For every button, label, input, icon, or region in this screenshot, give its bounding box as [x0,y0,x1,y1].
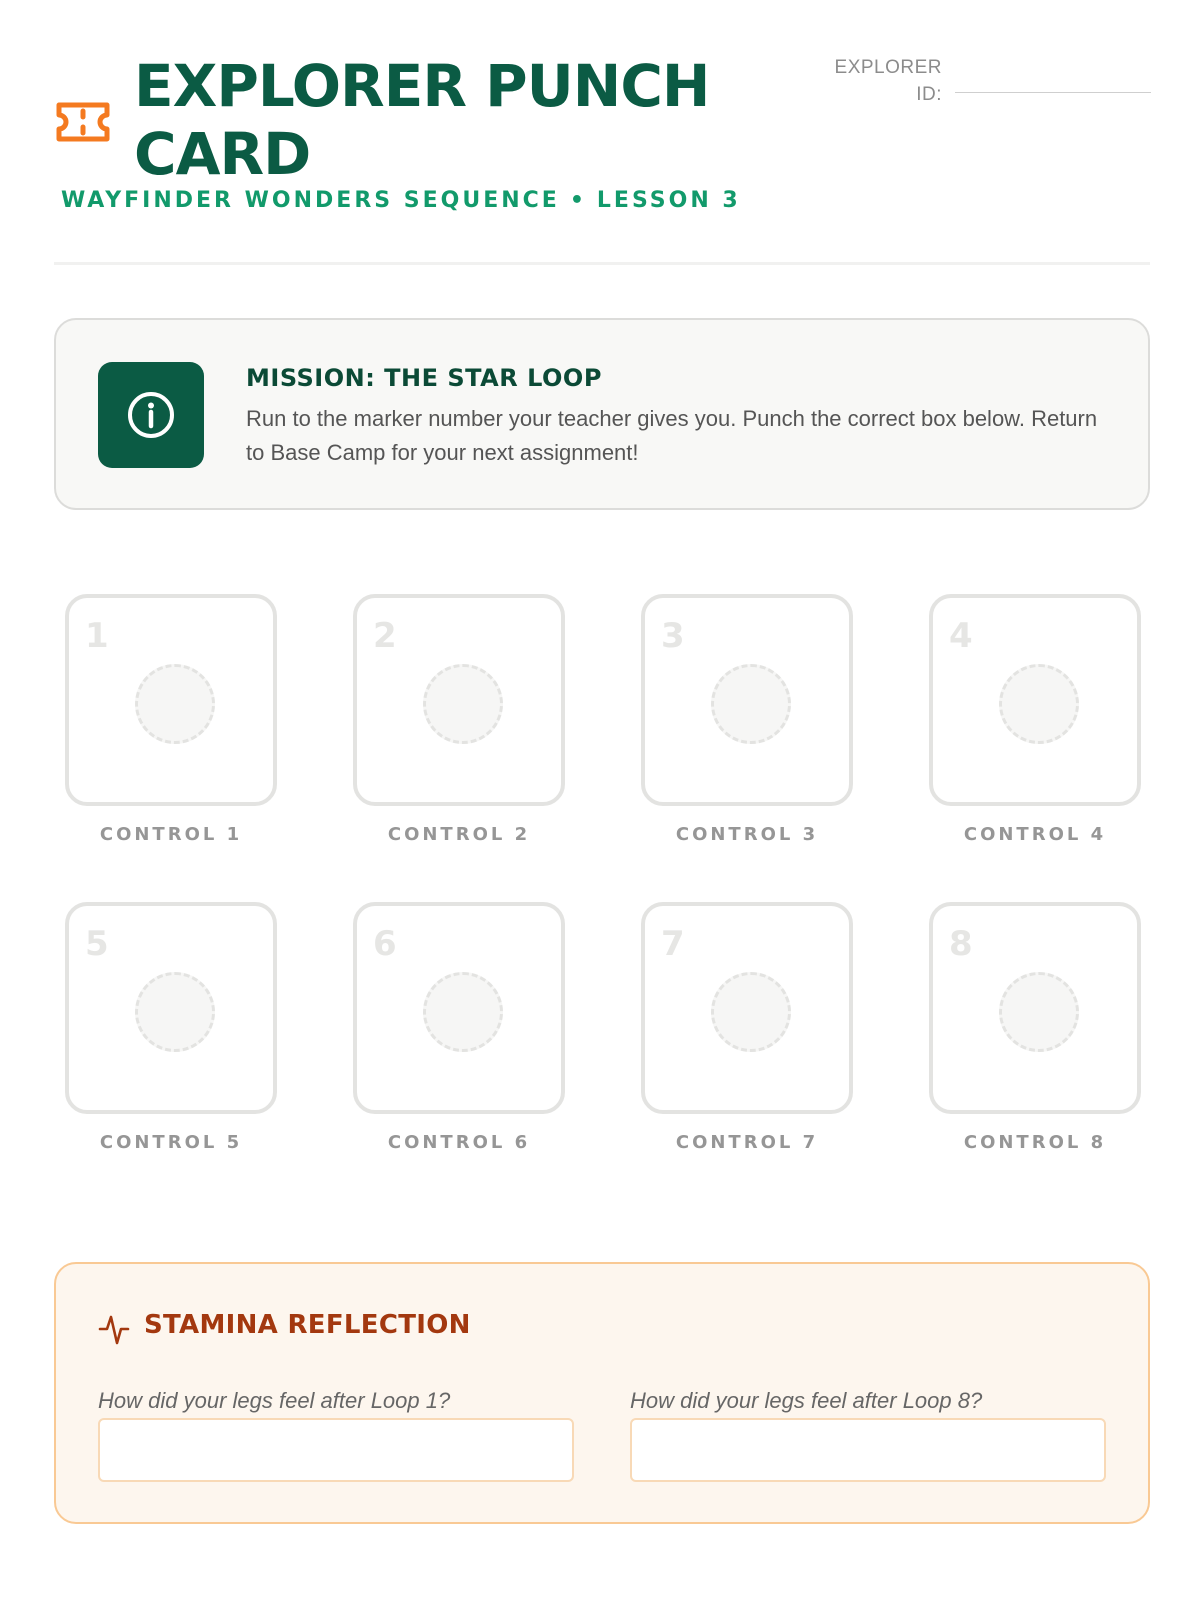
punch-number: 7 [661,924,685,964]
control-label: CONTROL 5 [99,1132,243,1153]
punch-target-circle[interactable] [999,972,1079,1052]
reflection-title: STAMINA REFLECTION [144,1310,471,1340]
punch-box[interactable] [929,594,1141,806]
punch-target-circle[interactable] [711,972,791,1052]
mission-box [54,318,1150,510]
subtitle-series: WAYFINDER WONDERS SEQUENCE [61,188,560,213]
page-title: EXPLORER PUNCH CARD [134,52,710,188]
control-label: CONTROL 4 [963,824,1107,845]
punch-target-circle[interactable] [135,972,215,1052]
control-2[interactable] [353,594,565,845]
punch-number: 6 [373,924,397,964]
control-label: CONTROL 3 [675,824,819,845]
punch-number: 2 [373,616,397,656]
explorer-id-line[interactable] [955,92,1151,93]
punch-box[interactable] [353,902,565,1114]
punch-target-circle[interactable] [999,664,1079,744]
punch-number: 1 [85,616,109,656]
punch-box[interactable] [65,594,277,806]
punch-target-circle[interactable] [423,664,503,744]
punch-box[interactable] [641,902,853,1114]
info-badge [98,362,204,468]
info-icon [126,390,176,440]
control-5[interactable] [65,902,277,1153]
punch-number: 4 [949,616,973,656]
subtitle [61,188,741,213]
question-1-label: How did your legs feel after Loop 1? [98,1388,451,1413]
control-label: CONTROL 6 [387,1132,531,1153]
subtitle-lesson: LESSON 3 [596,188,741,213]
control-4[interactable] [929,594,1141,845]
punch-box[interactable] [353,594,565,806]
control-6[interactable] [353,902,565,1153]
control-label: CONTROL 2 [387,824,531,845]
control-8[interactable] [929,902,1141,1153]
ticket-icon [54,100,112,144]
mission-body: Run to the marker number your teacher gives you. Punch the correct box below. Return to Base Camp for your next assignment! [246,406,1098,465]
control-label: CONTROL 1 [99,824,243,845]
mission-title: MISSION: THE STAR LOOP [246,364,602,392]
punch-number: 8 [949,924,973,964]
header-divider [54,262,1150,265]
pulse-icon [98,1311,130,1347]
punch-box[interactable] [641,594,853,806]
punch-target-circle[interactable] [423,972,503,1052]
punch-target-circle[interactable] [135,664,215,744]
control-3[interactable] [641,594,853,845]
punch-number: 5 [85,924,109,964]
control-1[interactable] [65,594,277,845]
punch-box[interactable] [929,902,1141,1114]
punch-number: 3 [661,616,685,656]
answer-2-input[interactable] [630,1418,1106,1482]
control-label: CONTROL 8 [963,1132,1107,1153]
control-label: CONTROL 7 [675,1132,819,1153]
subtitle-separator: • [569,188,587,213]
question-2-label: How did your legs feel after Loop 8? [630,1388,983,1413]
punch-box[interactable] [65,902,277,1114]
answer-1-input[interactable] [98,1418,574,1482]
stamina-reflection-box [54,1262,1150,1524]
explorer-id-label: EXPLORER ID: [834,57,942,105]
punch-target-circle[interactable] [711,664,791,744]
control-7[interactable] [641,902,853,1153]
